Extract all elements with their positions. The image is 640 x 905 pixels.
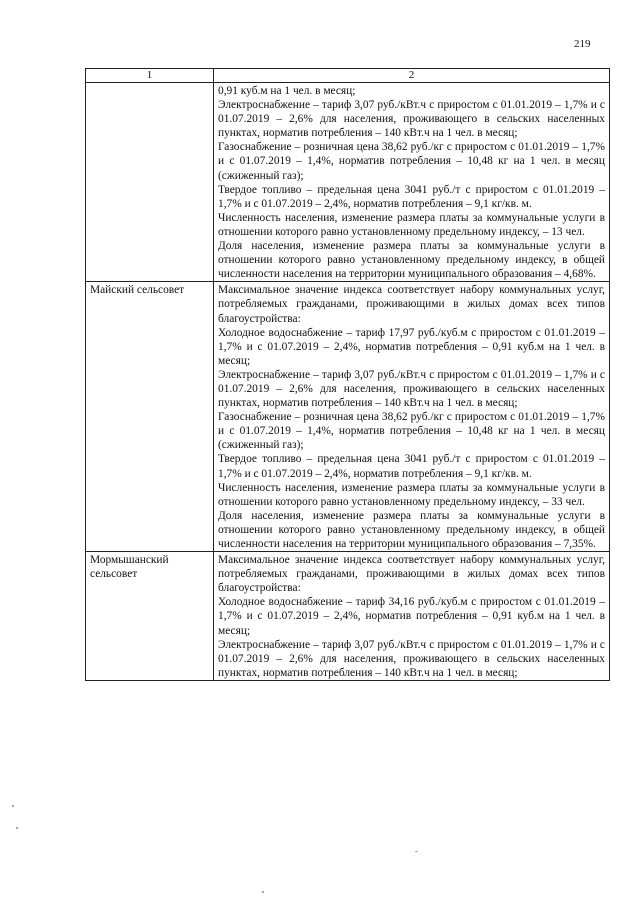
municipality-cell (86, 552, 214, 681)
paragraph: Численность населения, изменение размера платы за коммунальные услуги в отношении которого равно установленному предельному индексу, – 13 чел. (218, 211, 605, 238)
paragraph: Твердое топливо – предельная цена 3041 руб./т с приростом с 01.01.2019 – 1,7% и с 01.07.2019 – 2,4%, норматив потребления – 9,1 кг/кв. м. (218, 453, 605, 480)
municipality-cell (86, 83, 214, 282)
scan-speck (16, 827, 18, 829)
table-header-row (86, 69, 610, 83)
tariff-table (85, 68, 610, 681)
header-col-1: 1 (86, 69, 214, 83)
description-text (214, 83, 609, 281)
paragraph: Численность населения, изменение размера платы за коммунальные услуги в отношении которого равно установленному предельному индексу, – 33 чел. (218, 481, 605, 508)
paragraph: Твердое топливо – предельная цена 3041 руб./т с приростом с 01.01.2019 – 1,7% и с 01.07.2019 – 2,4%, норматив потребления – 9,1 кг/кв. м. (218, 183, 605, 210)
paragraph: Холодное водоснабжение – тариф 17,97 руб./куб.м с приростом с 01.01.2019 – 1,7% и с 01.07.2019 – 2,4%, норматив потребления – 0,91 куб.м на 1 чел. в месяц; (218, 326, 605, 367)
municipality-name: Мормышанский сельсовет (90, 554, 169, 581)
municipality-cell (86, 282, 214, 552)
paragraph: Максимальное значение индекса соответствует набору коммунальных услуг, потребляемых гражданами, проживающими в жилых домах всех типов благоустройства: (218, 554, 605, 595)
scan-speck (415, 851, 418, 852)
paragraph: Электроснабжение – тариф 3,07 руб./кВт.ч с приростом с 01.01.2019 – 1,7% и с 01.07.2019 – 2,6% для населения, проживающего в сельских населенных пунктах, норматив потребления – 140 кВт.ч на 1 чел. в месяц; (218, 638, 605, 679)
description-cell (214, 83, 610, 282)
description-text (214, 282, 609, 551)
paragraph: Электроснабжение – тариф 3,07 руб./кВт.ч с приростом с 01.01.2019 – 1,7% и с 01.07.2019 – 2,6% для населения, проживающего в сельских населенных пунктах, норматив потребления – 140 кВт.ч на 1 чел. в месяц; (218, 368, 605, 410)
paragraph: Максимальное значение индекса соответствует набору коммунальных услуг, потребляемых гражданами, проживающими в жилых домах всех типов благоустройства: (218, 284, 605, 325)
description-cell (214, 282, 610, 552)
description-cell (214, 552, 610, 681)
municipality-name: Майский сельсовет (90, 284, 185, 297)
table-row (86, 552, 610, 681)
paragraph: Газоснабжение – розничная цена 38,62 руб./кг с приростом с 01.01.2019 – 1,7% и с 01.07.2019 – 1,4%, норматив потребления – 10,48 кг на 1 чел. в месяц (сжиженный газ); (218, 411, 605, 452)
paragraph: Электроснабжение – тариф 3,07 руб./кВт.ч с приростом с 01.01.2019 – 1,7% и с 01.07.2019 – 2,6% для населения, проживающего в сельских населенных пунктах, норматив потребления – 140 кВт.ч на 1 чел. в месяц; (218, 99, 605, 140)
paragraph: Доля населения, изменение размера платы за коммунальные услуги в отношении которого равно установленному предельному индексу, в общей численности населения на территории муниципального образования – 7,35%. (218, 509, 605, 550)
page-number: 219 (574, 38, 591, 50)
table-row (86, 83, 610, 282)
header-col-2: 2 (214, 69, 610, 83)
scan-speck (12, 805, 14, 807)
paragraph: Газоснабжение – розничная цена 38,62 руб./кг с приростом с 01.01.2019 – 1,7% и с 01.07.2019 – 1,4%, норматив потребления – 10,48 кг на 1 чел. в месяц (сжиженный газ); (218, 141, 605, 182)
municipality-name (86, 83, 213, 84)
paragraph: Доля населения, изменение размера платы за коммунальные услуги в отношении которого равно установленному предельному индексу, в общей численности населения на территории муниципального образования – 4,68%. (218, 240, 605, 281)
description-text (214, 552, 609, 680)
scan-speck (262, 891, 264, 893)
paragraph: 0,91 куб.м на 1 чел. в месяц; (218, 85, 356, 97)
paragraph: Холодное водоснабжение – тариф 34,16 руб./куб.м с приростом с 01.01.2019 – 1,7% и с 01.07.2019 – 2,4%, норматив потребления – 0,91 куб.м на 1 чел. в месяц; (218, 596, 605, 637)
table-row (86, 282, 610, 552)
